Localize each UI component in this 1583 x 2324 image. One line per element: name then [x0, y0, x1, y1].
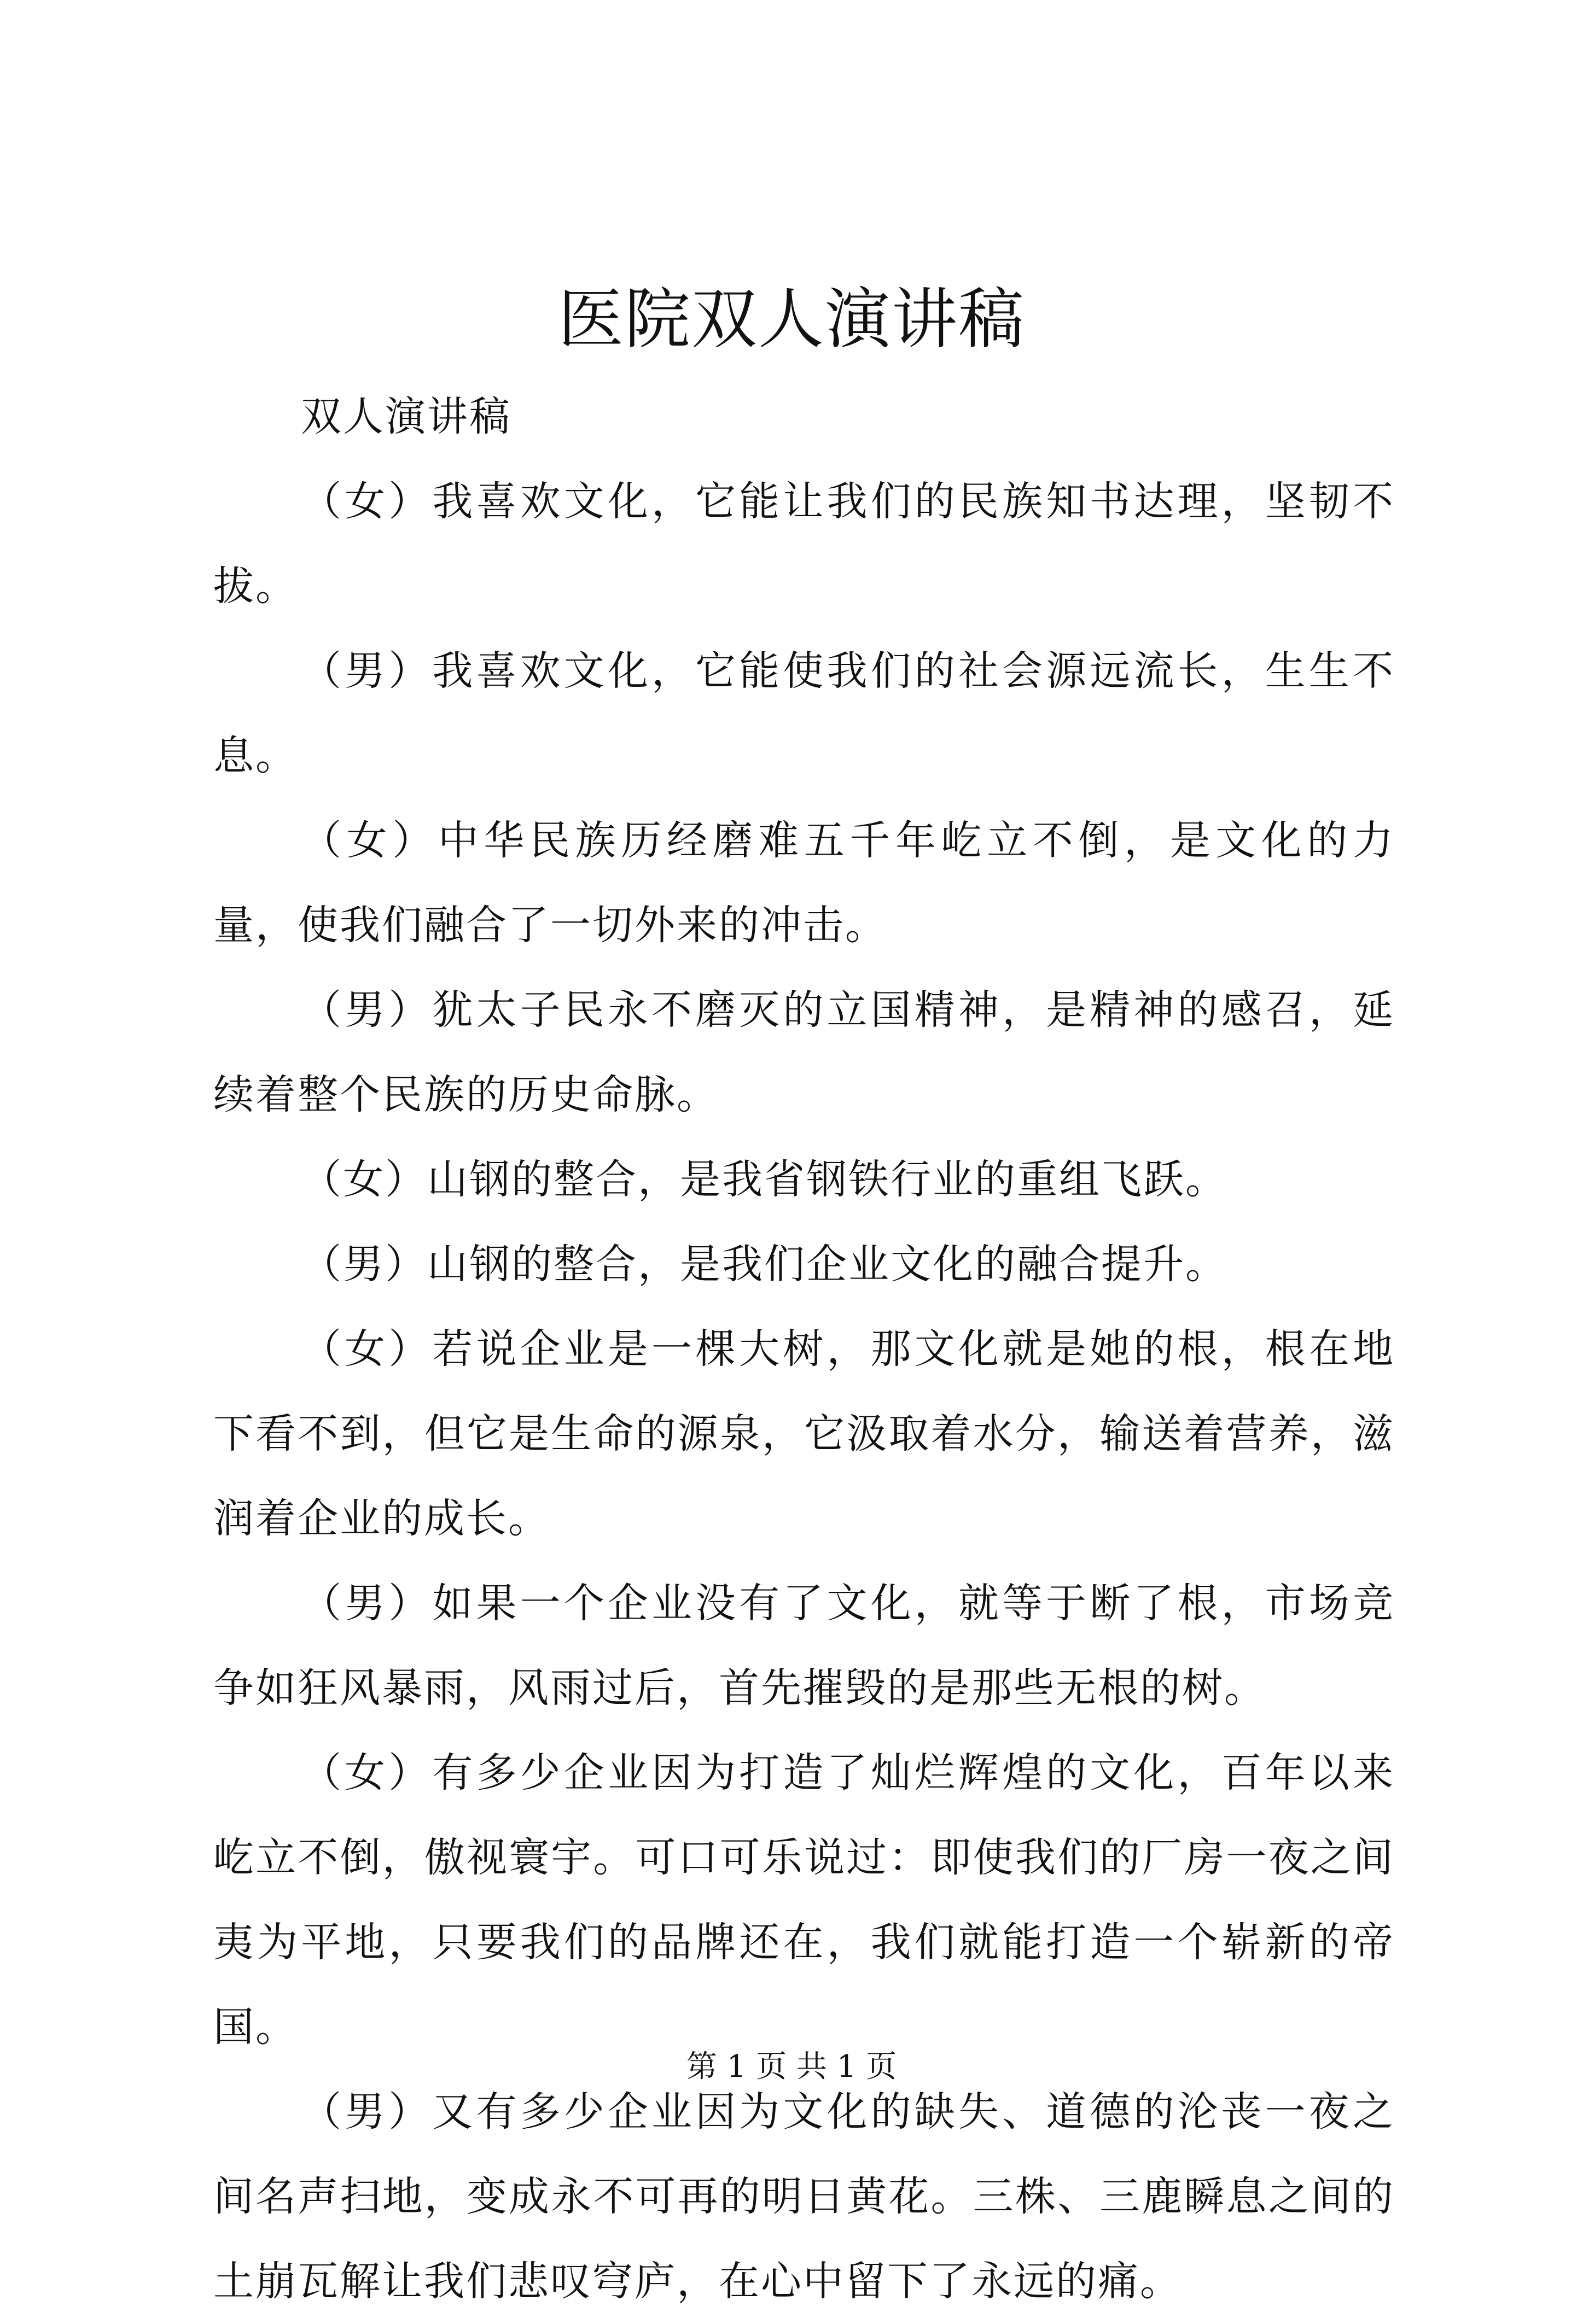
paragraph: （男）如果一个企业没有了文化，就等于断了根，市场竞争如狂风暴雨，风雨过后，首先摧毁的是那些无根的树。 — [213, 1580, 1395, 1712]
document-body — [213, 375, 1395, 2324]
paragraph: （男）山钢的整合，是我们企业文化的融合提升。 — [301, 1241, 1227, 1288]
document-title: 医院双人演讲稿 — [558, 282, 1025, 358]
paragraph: （女）有多少企业因为打造了灿烂辉煌的文化，百年以来屹立不倒，傲视寰宇。可口可乐说过：即使我们的厂房一夜之间夷为平地，只要我们的品牌还在，我们就能打造一个崭新的帝国。 — [213, 1749, 1395, 2051]
paragraph: （男）又有多少企业因为文化的缺失、道德的沦丧一夜之间名声扫地，变成永不可再的明日黄花。三株、三鹿瞬息之间的土崩瓦解让我们悲叹穹庐，在心中留下了永远的痛。 — [213, 2088, 1395, 2305]
paragraph: （女）若说企业是一棵大树，那文化就是她的根，根在地下看不到，但它是生命的源泉，它汲取着水分，输送着营养，滋润着企业的成长。 — [213, 1326, 1395, 1542]
paragraph: （女）山钢的整合，是我省钢铁行业的重组飞跃。 — [301, 1156, 1227, 1203]
paragraph: （男）犹太子民永不磨灭的立国精神，是精神的感召，延续着整个民族的历史命脉。 — [213, 986, 1395, 1118]
paragraph-subtitle: 双人演讲稿 — [301, 393, 511, 440]
paragraph: （男）我喜欢文化，它能使我们的社会源远流长，生生不息。 — [213, 647, 1395, 779]
page-footer: 第 1 页 共 1 页 — [686, 2049, 897, 2084]
paragraph: （女）我喜欢文化，它能让我们的民族知书达理，坚韧不拔。 — [213, 478, 1395, 610]
paragraph: （女）中华民族历经磨难五千年屹立不倒，是文化的力量，使我们融合了一切外来的冲击。 — [213, 817, 1395, 949]
